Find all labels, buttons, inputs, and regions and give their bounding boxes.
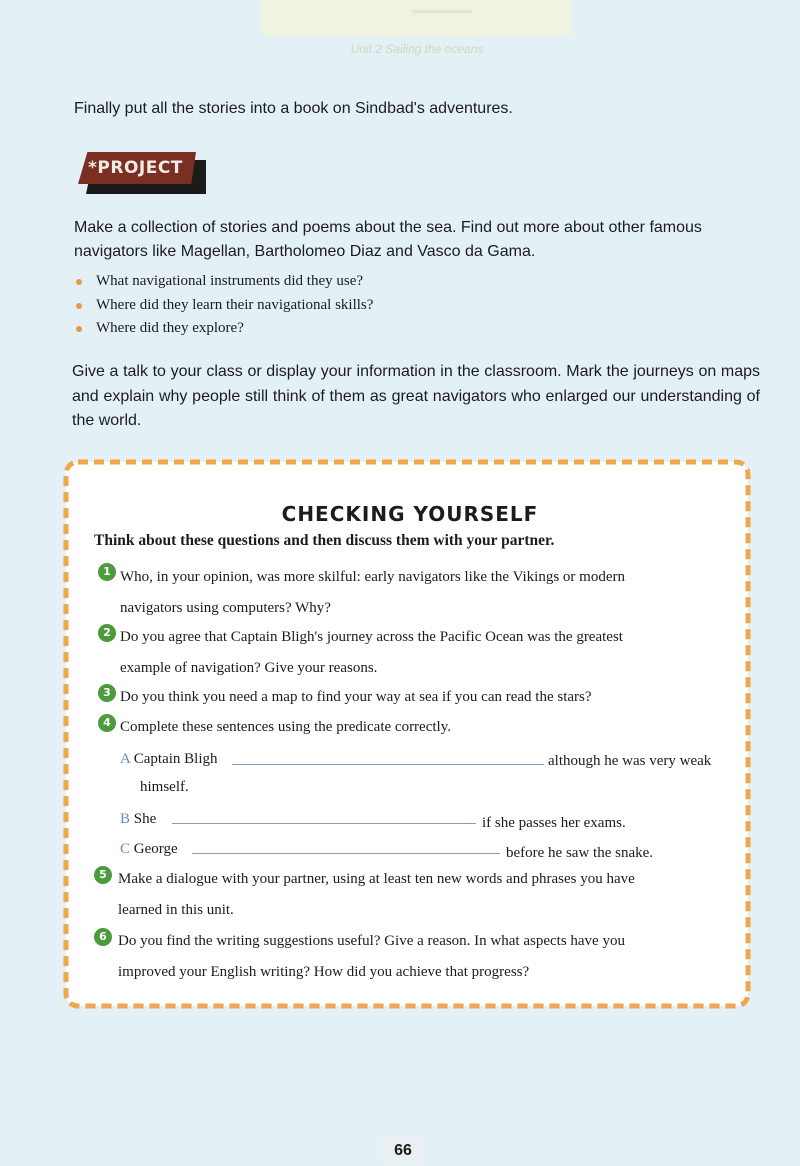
checking-instruction: Think about these questions and then discuss them with your partner.: [94, 532, 555, 549]
question-number-3: 3: [98, 684, 116, 702]
question-number-4: 4: [98, 714, 116, 732]
project-badge-label: *PROJECT: [88, 158, 183, 178]
page-number: 66: [381, 1138, 425, 1164]
bullet-dot-icon: [76, 303, 82, 309]
list-item: Where did they learn their navigational skills?: [76, 294, 676, 318]
question-number-5: 5: [94, 866, 112, 884]
blank-line-b: [172, 823, 476, 824]
question-5: Make a dialogue with your partner, using at least ten new words and phrases you have learned in this unit.: [118, 871, 635, 918]
question-number-2: 2: [98, 624, 116, 642]
sentence-a: A Captain Bligh: [120, 751, 218, 767]
sentence-letter: B: [120, 811, 131, 827]
blank-line-c: [192, 853, 500, 854]
bullet-dot-icon: [76, 326, 82, 332]
question-6: Do you find the writing suggestions useful? Give a reason. In what aspects have you improved your English writing? How did you achieve that progress?: [118, 933, 625, 980]
sentence-letter: A: [120, 751, 131, 767]
sentence-a-cont: himself.: [140, 779, 189, 795]
question-2: Do you agree that Captain Bligh's journey across the Pacific Ocean was the greatest example of navigation? Give your reasons.: [120, 629, 623, 676]
header-strip: [262, 0, 572, 36]
sentence-b-end: if she passes her exams.: [482, 815, 626, 831]
checking-yourself-title: CHECKING YOURSELF: [281, 502, 539, 526]
intro-text: Finally put all the stories into a book on Sindbad's adventures.: [74, 100, 513, 117]
project-paragraph-2: Give a talk to your class or display your information in the classroom. Mark the journeys on maps and explain why people still think of them as great navigators who enlarged our understanding of the world.: [72, 363, 760, 429]
project-badge: [78, 152, 206, 192]
sentence-letter: C: [120, 841, 131, 857]
project-paragraph-1: Make a collection of stories and poems about the sea. Find out more about other famous navigators like Magellan, Bartholomeo Diaz and Vasco da Gama.: [74, 219, 702, 260]
sentence-c: C George: [120, 841, 178, 857]
list-item: Where did they explore?: [76, 317, 676, 341]
question-3: Do you think you need a map to find your way at sea if you can read the stars?: [120, 689, 592, 705]
question-number-6: 6: [94, 928, 112, 946]
sentence-c-end: before he saw the snake.: [506, 845, 654, 861]
list-item: What navigational instruments did they use?: [76, 270, 676, 294]
bullet-dot-icon: [76, 279, 82, 285]
unit-label: Unit 2 Sailing the oceans: [350, 42, 484, 56]
sentence-a-end: although he was very weak: [548, 753, 712, 769]
project-bullets: [76, 270, 676, 341]
sentence-b: B She: [120, 811, 157, 827]
blank-line-a: [232, 764, 544, 765]
question-number-1: 1: [98, 563, 116, 581]
question-1: Who, in your opinion, was more skilful: early navigators like the Vikings or modern navigators using computers? Why?: [120, 569, 625, 616]
question-4: Complete these sentences using the predicate correctly.: [120, 719, 451, 735]
